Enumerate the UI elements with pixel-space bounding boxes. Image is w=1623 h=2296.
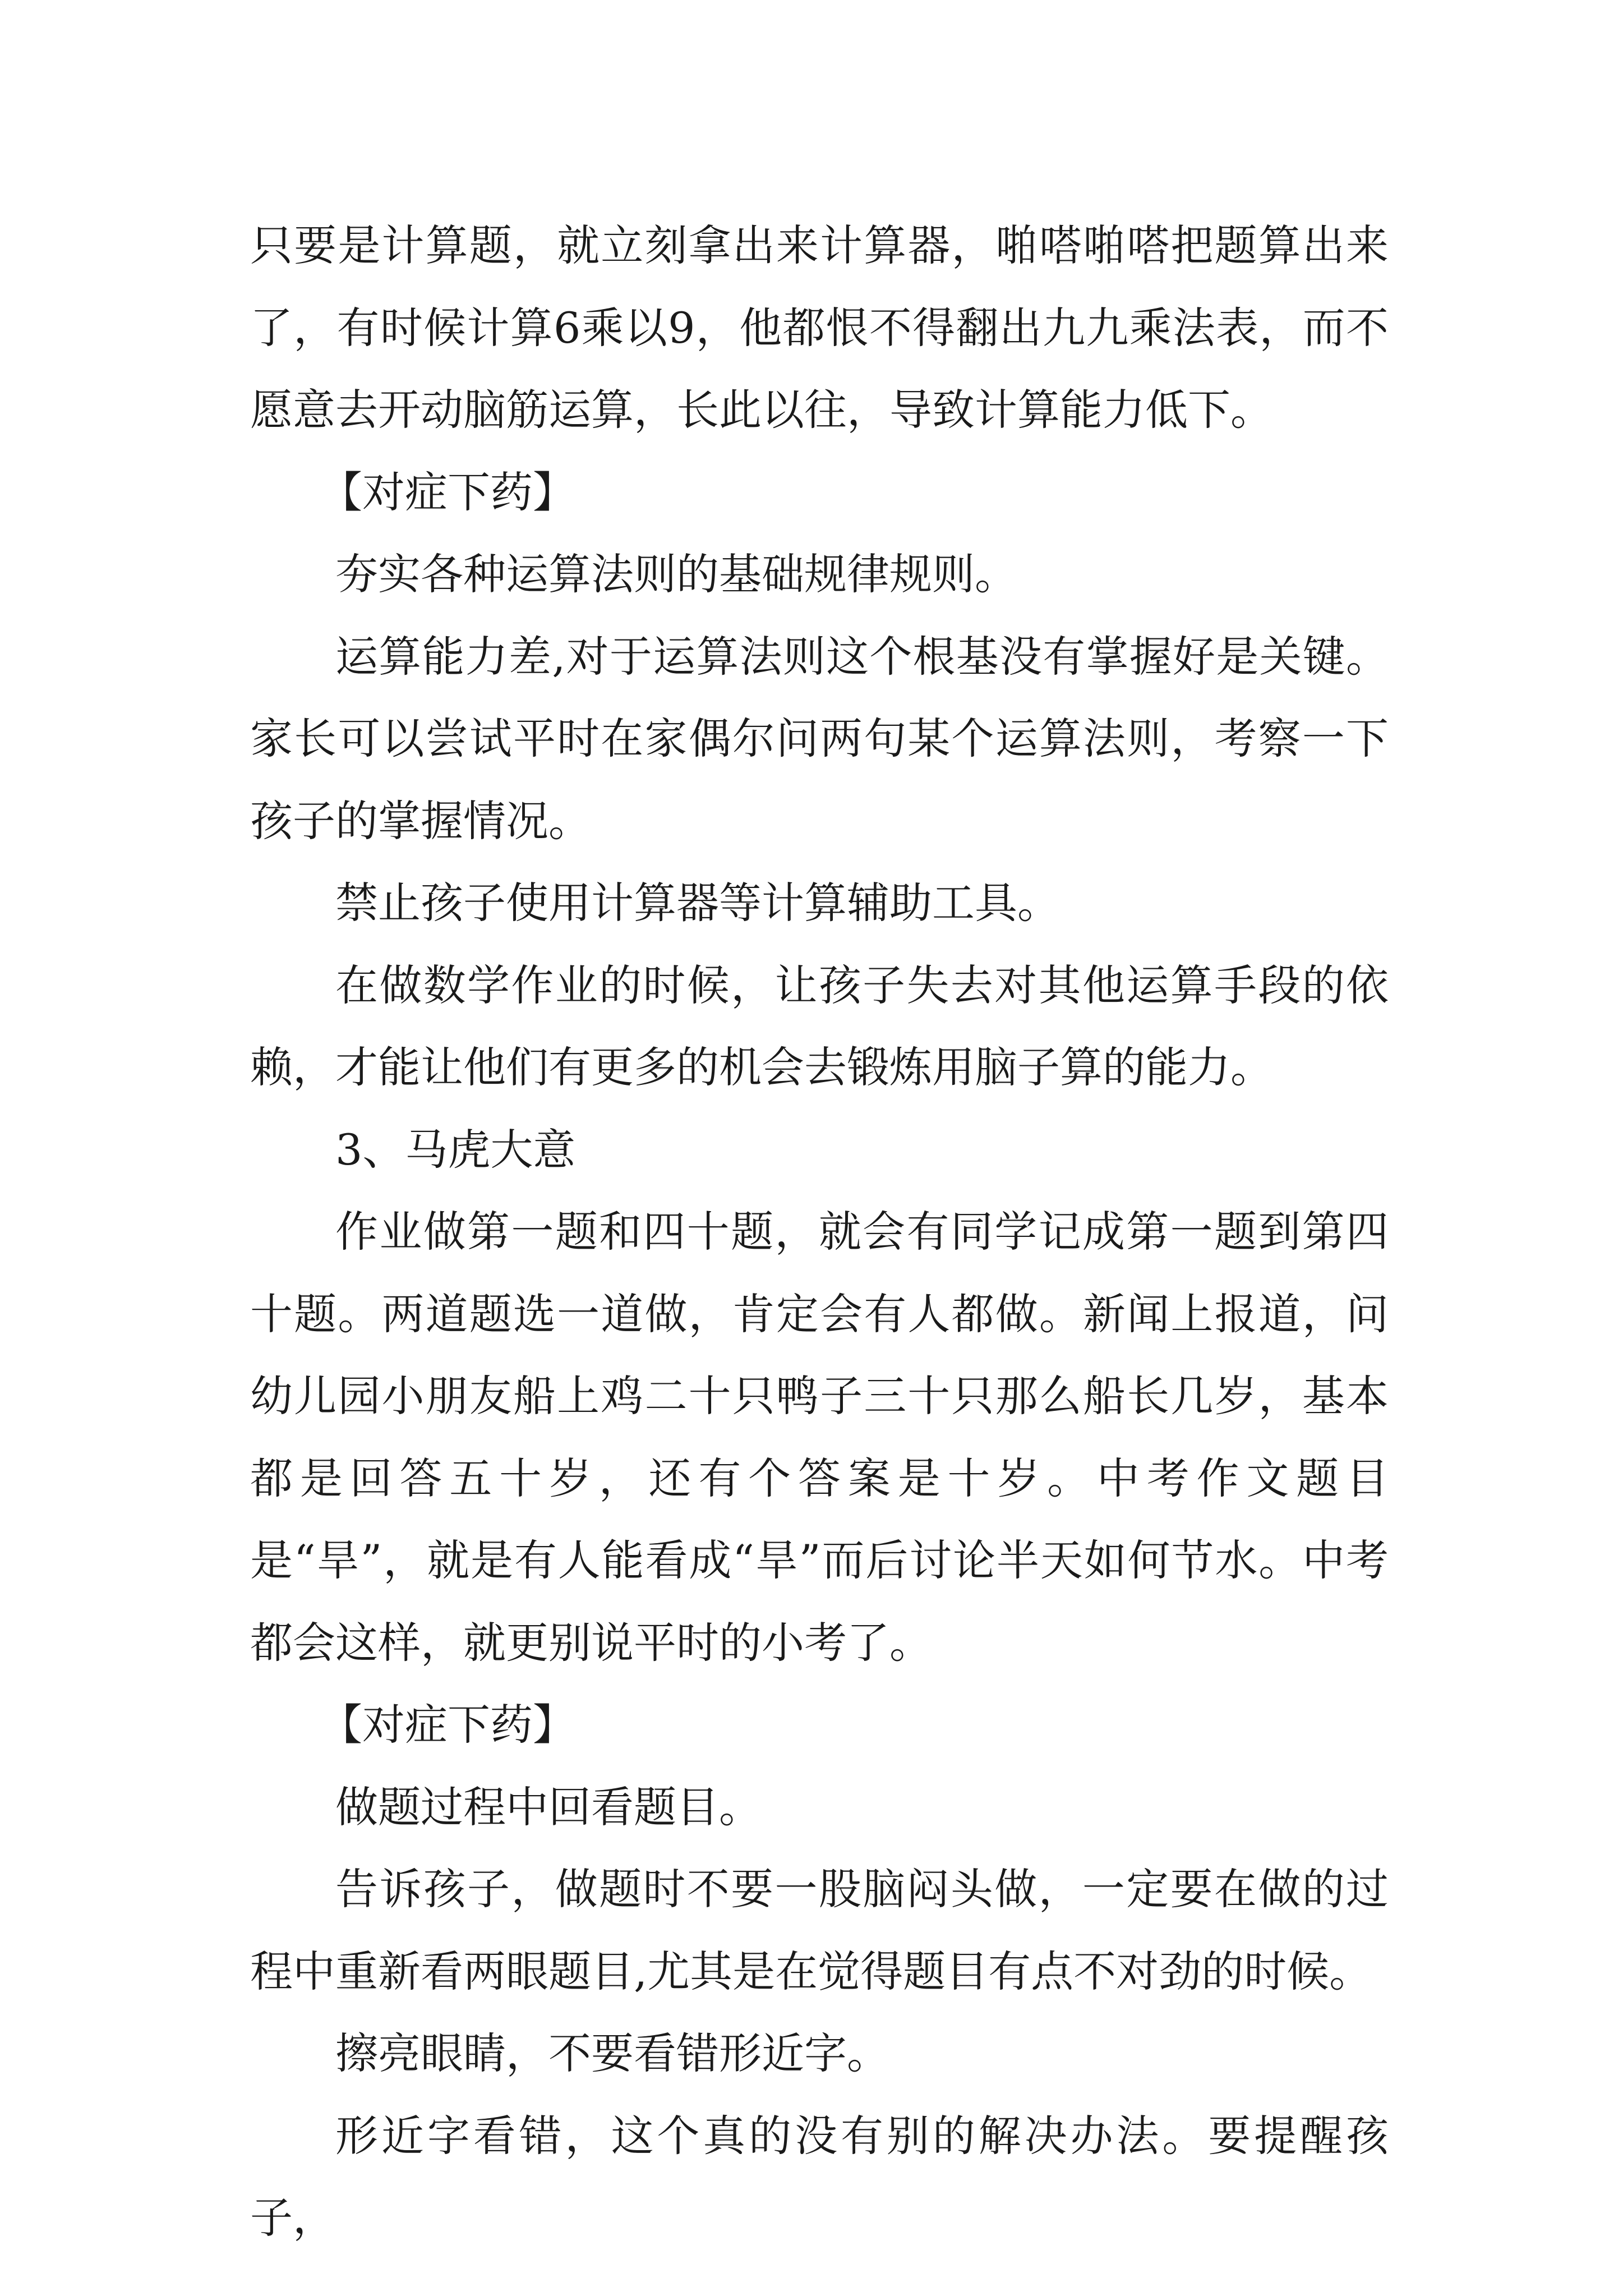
paragraph-remedy-detail: 在做数学作业的时候，让孩子失去对其他运算手段的依赖，才能让他们有更多的机会去锻炼用脑子算的能力。 [250,960,1389,1092]
paragraph-remedy-detail: 运算能力差,对于运算法则这个根基没有掌握好是关键。家长可以尝试平时在家偶尔问两句某个运算法则，考察一下孩子的掌握情况。 [250,631,1389,846]
paragraph-remedy-point: 夯实各种运算法则的基础规律规则。 [335,549,1017,599]
paragraph-remedy-detail: 形近字看错，这个真的没有别的解决办法。要提醒孩子， [250,2110,1389,2243]
document-body [250,205,1389,2260]
remedy-heading: 【对症下药】 [320,1700,575,1750]
paragraph-calculator-habit: 只要是计算题，就立刻拿出来计算器，啪嗒啪嗒把题算出来了，有时候计算6乘以9，他都恨不得翻出九九乘法表，而不愿意去开动脑筋运算，长此以往，导致计算能力低下。 [250,220,1389,435]
paragraph-remedy-point: 做题过程中回看题目。 [335,1782,762,1832]
paragraph-careless-examples: 作业做第一题和四十题，就会有同学记成第一题到第四十题。两道题选一道做，肯定会有人都做。新闻上报道，问幼儿园小朋友船上鸡二十只鸭子三十只那么船长几岁，基本都是回答五十岁，还有个答案是十岁。中考作文题目是“旱”，就是有人能看成“旱”而后讨论半天如何节水。中考都会这样，就更别说平时的小考了。 [250,1207,1389,1668]
section-heading-careless: 3、马虎大意 [335,1124,576,1175]
remedy-heading: 【对症下药】 [320,467,575,517]
paragraph-remedy-point: 擦亮眼睛，不要看错形近字。 [335,2028,889,2078]
paragraph-remedy-detail: 告诉孩子，做题时不要一股脑闷头做，一定要在做的过程中重新看两眼题目,尤其是在觉得题目有点不对劲的时候。 [250,1864,1389,1996]
paragraph-remedy-point: 禁止孩子使用计算器等计算辅助工具。 [335,878,1060,928]
